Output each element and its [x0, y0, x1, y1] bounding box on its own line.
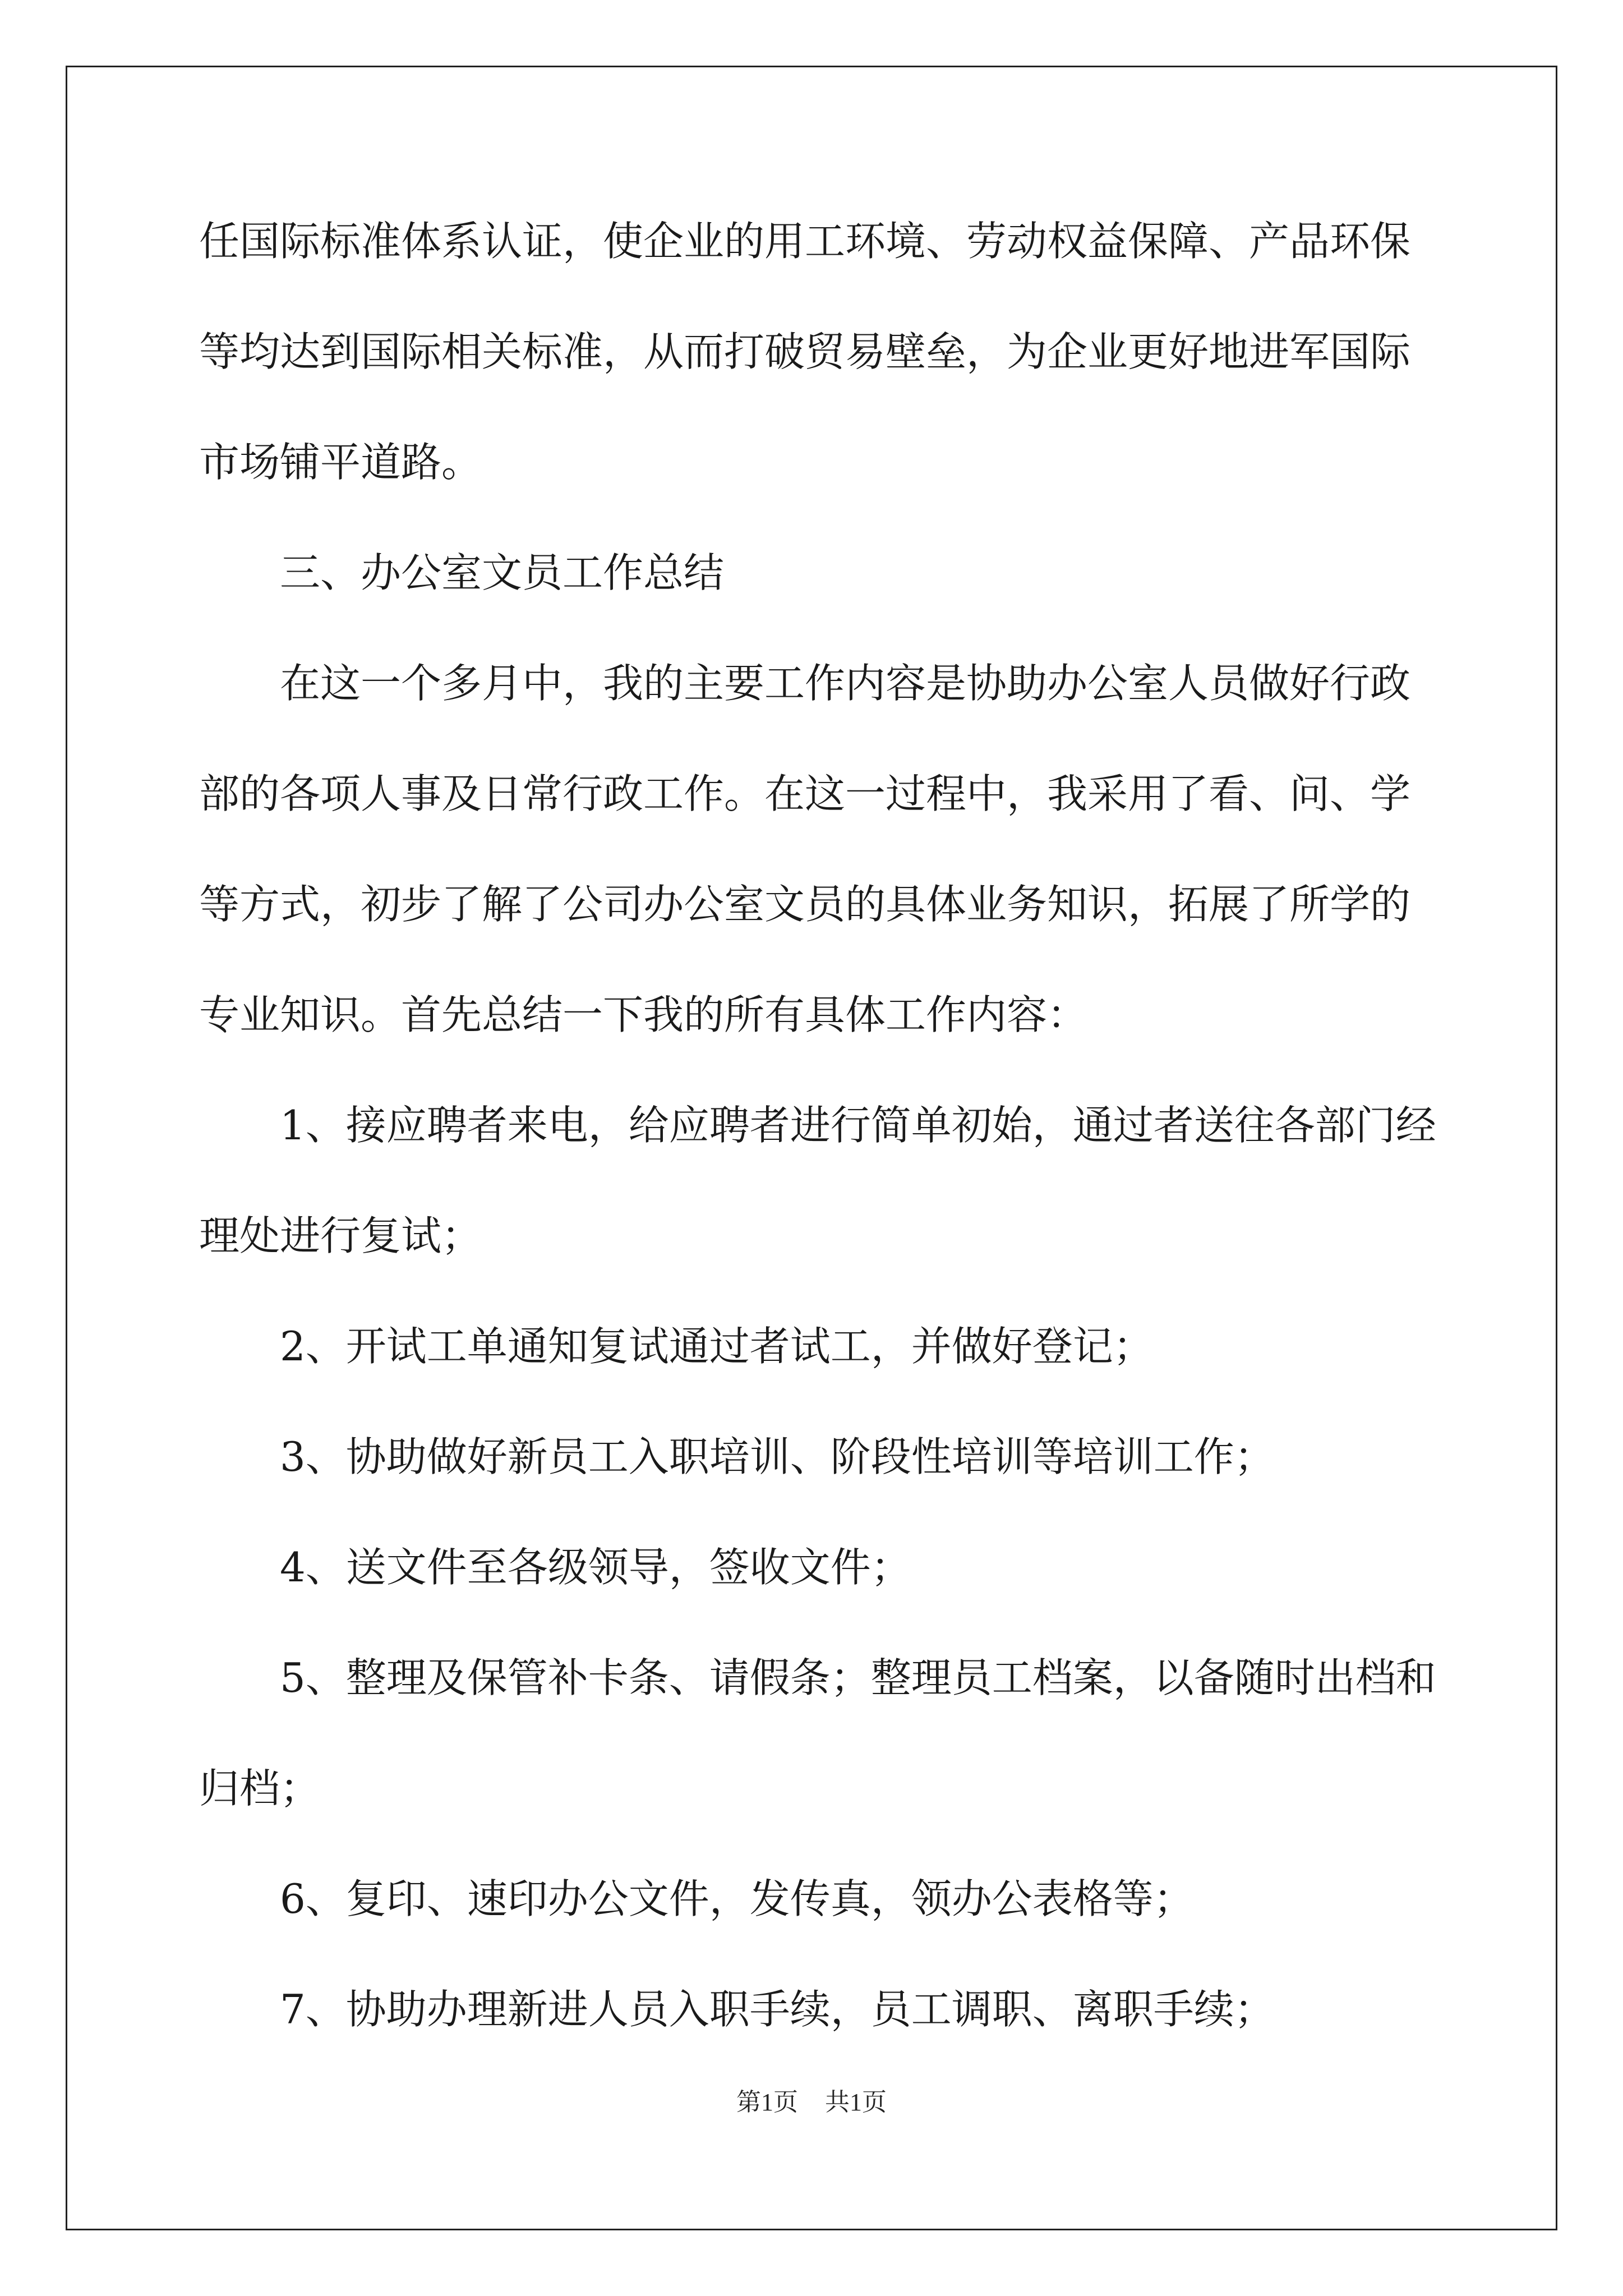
- list-item: 5、整理及保管补卡条、请假条；整理员工档案，以备随时出档和: [280, 1654, 1436, 1701]
- page-footer: [0, 2086, 1623, 2119]
- text-line: 部的各项人事及日常行政工作。在这一过程中，我采用了看、问、学: [199, 770, 1411, 817]
- text-line: 等方式，初步了解了公司办公室文员的具体业务知识，拓展了所学的: [199, 881, 1411, 928]
- list-item-continuation: 归档；: [199, 1765, 321, 1812]
- text-line: 等均达到国际相关标准，从而打破贸易壁垒，为企业更好地进军国际: [199, 328, 1411, 375]
- list-item: 3、协助做好新员工入职培训、阶段性培训等培训工作；: [280, 1433, 1275, 1480]
- list-item: 6、复印、速印办公文件，发传真，领办公表格等；: [280, 1875, 1194, 1922]
- list-item: 2、开试工单通知复试通过者试工，并做好登记；: [280, 1323, 1154, 1370]
- list-item-continuation: 理处进行复试；: [199, 1212, 482, 1259]
- page-total: 共1页: [825, 2088, 887, 2116]
- list-item: 7、协助办理新进人员入职手续，员工调职、离职手续；: [280, 1986, 1275, 2033]
- text-line: 任国际标准体系认证，使企业的用工环境、劳动权益保障、产品环保: [199, 218, 1411, 265]
- list-item: 4、送文件至各级领导，签收文件；: [280, 1544, 911, 1591]
- text-line: 市场铺平道路。: [199, 439, 482, 486]
- list-item: 1、接应聘者来电，给应聘者进行简单初始，通过者送往各部门经: [280, 1102, 1436, 1149]
- page-number: 第1页: [736, 2088, 798, 2116]
- text-line: 专业知识。首先总结一下我的所有具体工作内容：: [199, 991, 1088, 1038]
- section-heading: 三、办公室文员工作总结: [280, 549, 725, 596]
- text-line: 在这一个多月中，我的主要工作内容是协助办公室人员做好行政: [280, 660, 1411, 707]
